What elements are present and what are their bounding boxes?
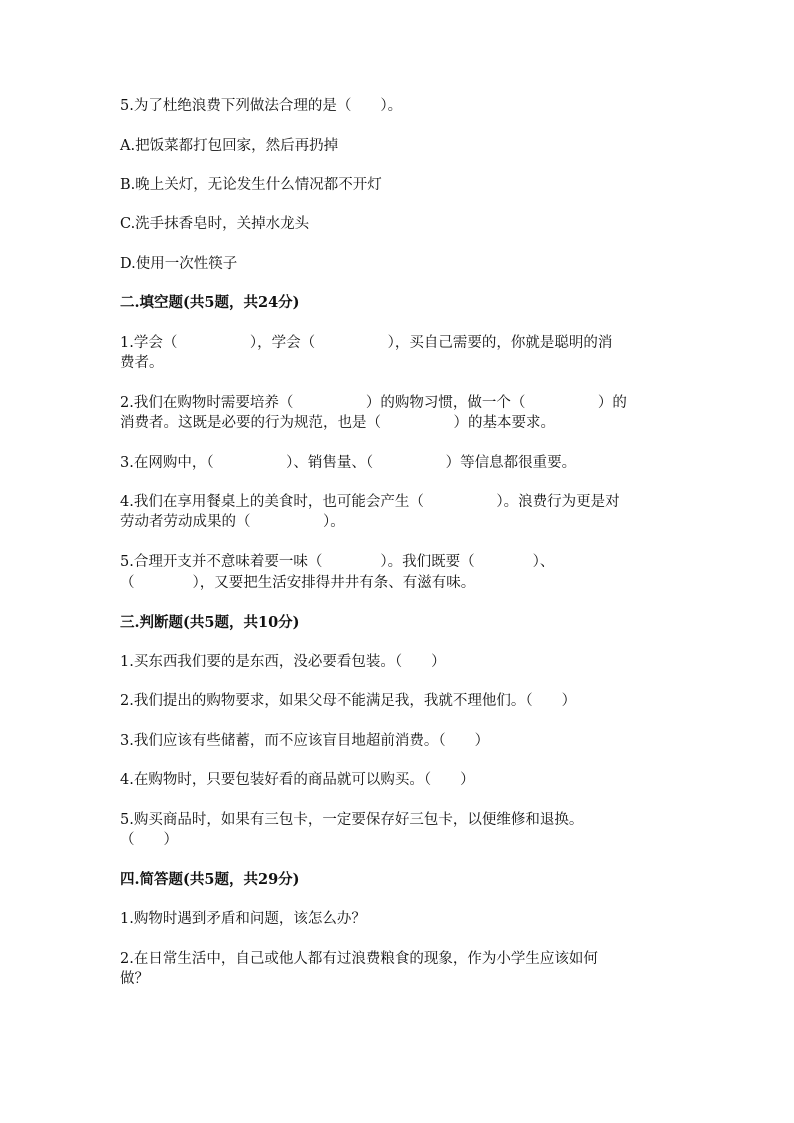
mc-option-d: D.使用一次性筷子	[120, 256, 238, 272]
short-answer-heading: 四.简答题(共5题，共29分)	[120, 871, 300, 888]
fill-blank-item-2-line-2: 消费者。这既是必要的行为规范，也是（ ）的基本要求。	[120, 415, 555, 431]
fill-blank-item-3: 3.在网购中，（ ）、销售量、（ ）等信息都很重要。	[120, 455, 577, 471]
short-answer-item-2-line-1: 2.在日常生活中，自己或他人都有过浪费粮食的现象，作为小学生应该如何	[120, 951, 598, 967]
true-false-heading: 三.判断题(共5题，共10分)	[120, 614, 300, 631]
true-false-item-2: 2.我们提出的购物要求，如果父母不能满足我，我就不理他们。（ ）	[120, 693, 577, 709]
true-false-item-4: 4.在购物时，只要包装好看的商品就可以购买。（ ）	[120, 772, 475, 788]
short-answer-item-2-line-2: 做？	[120, 971, 149, 987]
true-false-item-1: 1.买东西我们要的是东西，没必要看包装。（ ）	[120, 654, 446, 670]
true-false-item-3: 3.我们应该有些储蓄，而不应该盲目地超前消费。（ ）	[120, 733, 490, 749]
mc-option-a: A.把饭菜都打包回家，然后再扔掉	[120, 138, 339, 154]
fill-blank-item-5-line-1: 5.合理开支并不意味着要一味（ ）。我们既要（ ）、	[120, 554, 555, 570]
fill-blank-item-1-line-2: 费者。	[120, 355, 164, 371]
true-false-item-5-line-2: （ ）	[120, 832, 178, 848]
mc-option-c: C.洗手抹香皂时，关掉水龙头	[120, 216, 310, 232]
short-answer-item-1: 1.购物时遇到矛盾和问题，该怎么办？	[120, 911, 366, 927]
mc-option-b: B.晚上关灯，无论发生什么情况都不开灯	[120, 177, 382, 193]
mc-question-5: 5.为了杜绝浪费下列做法合理的是（ ）。	[120, 98, 403, 114]
true-false-item-5-line-1: 5.购买商品时，如果有三包卡，一定要保存好三包卡，以便维修和退换。	[120, 812, 584, 828]
fill-blank-item-4-line-2: 劳动者劳动成果的（ ）。	[120, 514, 345, 530]
fill-blank-item-4-line-1: 4.我们在享用餐桌上的美食时，也可能会产生（ ）。浪费行为更是对	[120, 494, 620, 510]
fill-blank-heading: 二.填空题(共5题，共24分)	[120, 294, 300, 311]
fill-blank-item-5-line-2: （ ），又要把生活安排得井井有条、有滋有味。	[120, 575, 476, 591]
fill-blank-item-1-line-1: 1.学会（ ），学会（ ），买自己需要的，你就是聪明的消	[120, 335, 613, 351]
fill-blank-item-2-line-1: 2.我们在购物时需要培养（ ）的购物习惯，做一个（ ）的	[120, 395, 627, 411]
